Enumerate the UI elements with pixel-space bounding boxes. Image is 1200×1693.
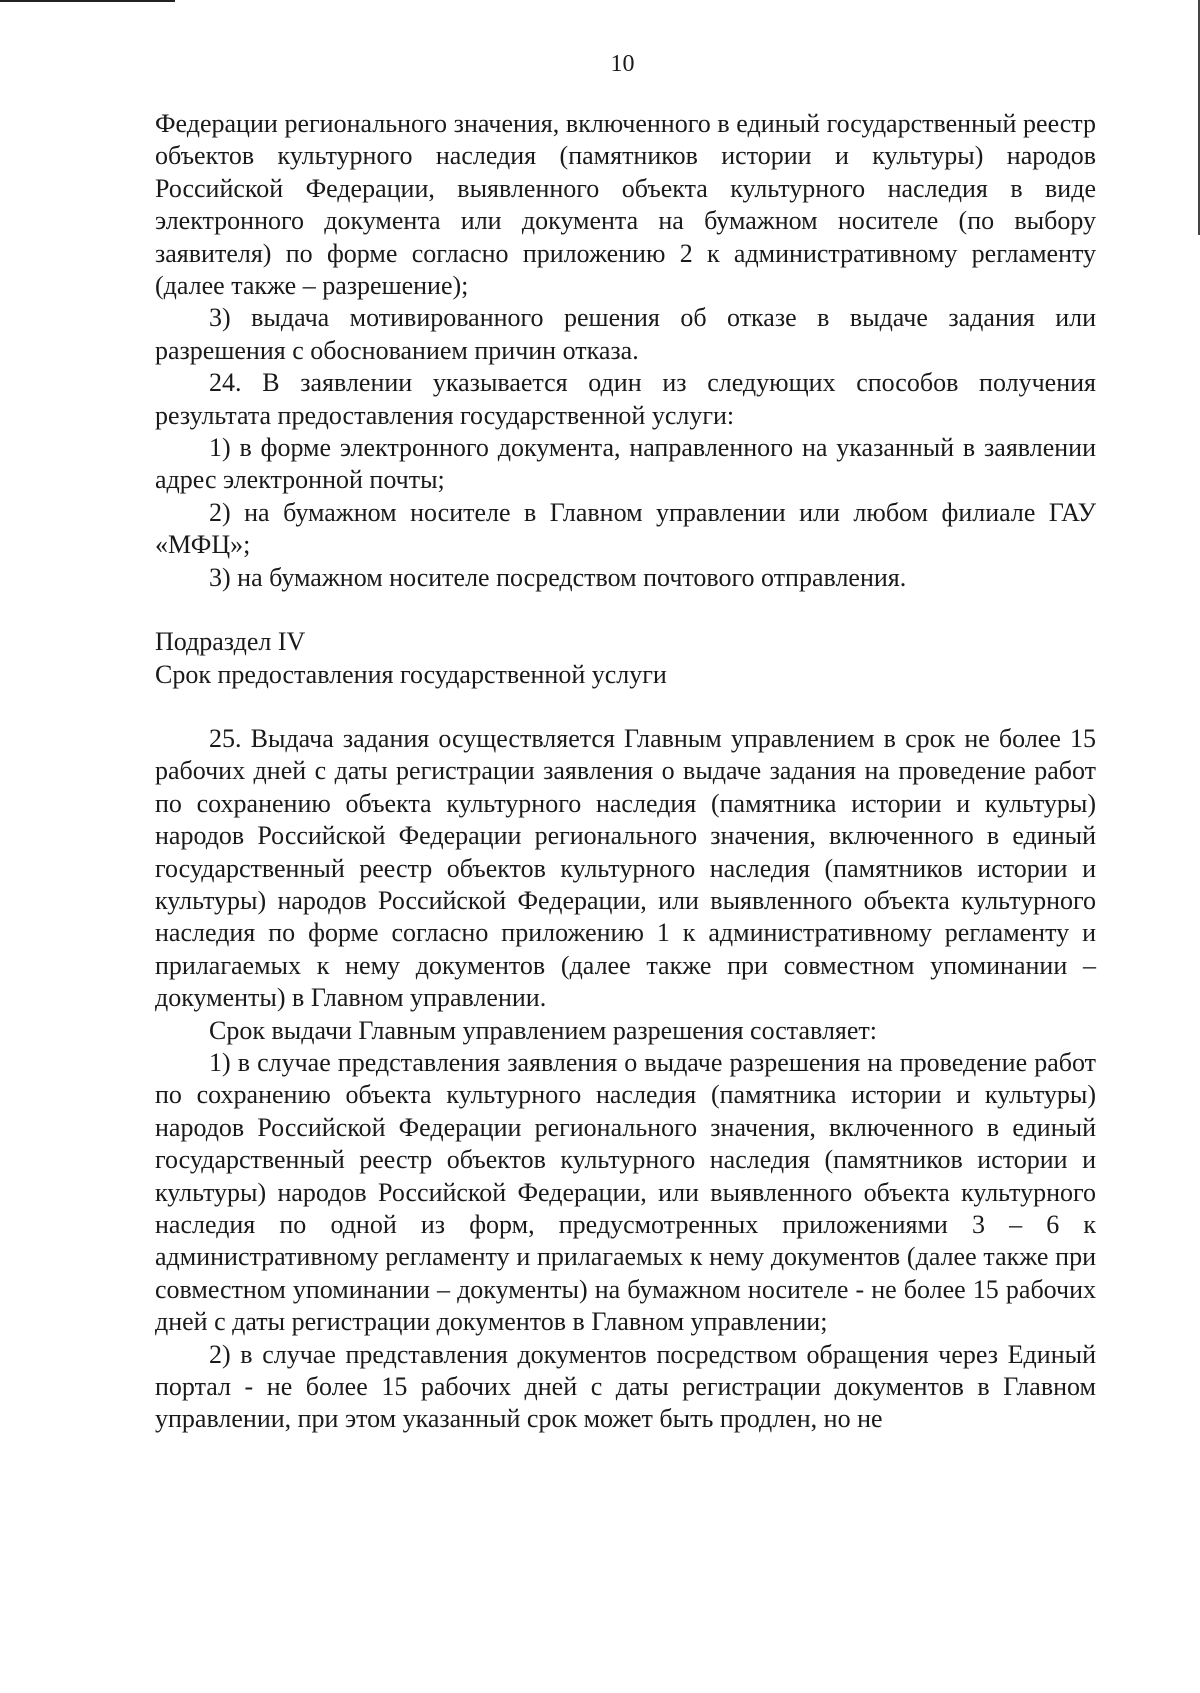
subsection-label: Подраздел IV xyxy=(155,627,306,657)
paragraph-permit-term: Срок выдачи Главным управлением разрешения составляет: xyxy=(209,1015,878,1045)
page-number: 10 xyxy=(610,51,635,77)
subsection-heading xyxy=(155,626,1096,691)
paragraph-item-3: 3) выдача мотивированного решения об отказе в выдаче задания или разрешения с обоснованием причин отказа. xyxy=(155,303,1096,365)
scan-edge-mark-top xyxy=(0,0,175,2)
paragraph-25: 25. Выдача задания осуществляется Главным управлением в срок не более 15 рабочих дней с даты регистрации заявления о выдаче задания на проведение работ по сохранению объекта культурного наследия (памятника истории и культуры) народов Российской Федерации регионального значения, включенного в единый государственный реестр объектов культурного наследия (памятников истории и культуры) народов Российской Федерации, или выявленного объекта культурного наследия по форме согласно приложению 1 к административному регламенту и прилагаемых к нему документов (далее также при совместном упоминании – документы) в Главном управлении. xyxy=(155,723,1096,1013)
subsection-title: Срок предоставления государственной услуги xyxy=(155,659,667,689)
paragraph-24-item-1: 1) в форме электронного документа, направленного на указанный в заявлении адрес электронной почты; xyxy=(155,433,1096,495)
paragraph-24-item-2: 2) на бумажном носителе в Главном управлении или любом филиале ГАУ «МФЦ»; xyxy=(155,497,1096,560)
paragraph-24-item-3: 3) на бумажном носителе посредством почтового отправления. xyxy=(209,562,907,592)
paragraph-permit-item-1: 1) в случае представления заявления о выдаче разрешения на проведение работ по сохранению объекта культурного наследия (памятника истории и культуры) народов Российской Федерации регионального значения, включенного в единый государственный реестр объектов культурного наследия (памятников истории и культуры) народов Российской Федерации, или выявленного объекта культурного наследия по одной из форм, предусмотренных приложениями 3 – 6 к административному регламенту и прилагаемых к нему документов (далее также при совместном упоминании – документы) на бумажном носителе - не более 15 рабочих дней с даты регистрации документов в Главном управлении; xyxy=(155,1047,1096,1337)
document-body xyxy=(155,108,1096,1436)
paragraph-24: 24. В заявлении указывается один из следующих способов получения результата предоставления государственной услуги: xyxy=(155,368,1096,430)
paragraph-permit-item-2: 2) в случае представления документов посредством обращения через Единый портал - не более 15 рабочих дней с даты регистрации документов в Главном управлении, при этом указанный срок может быть продлен, но не xyxy=(155,1339,1096,1434)
paragraph-continuation: Федерации регионального значения, включенного в единый государственный реестр объектов культурного наследия (памятников истории и культуры) народов Российской Федерации, выявленного объекта культурного наследия в виде электронного документа или документа на бумажном носителе (по выбору заявителя) по форме согласно приложению 2 к административному регламенту (далее также – разрешение); xyxy=(155,109,1096,301)
